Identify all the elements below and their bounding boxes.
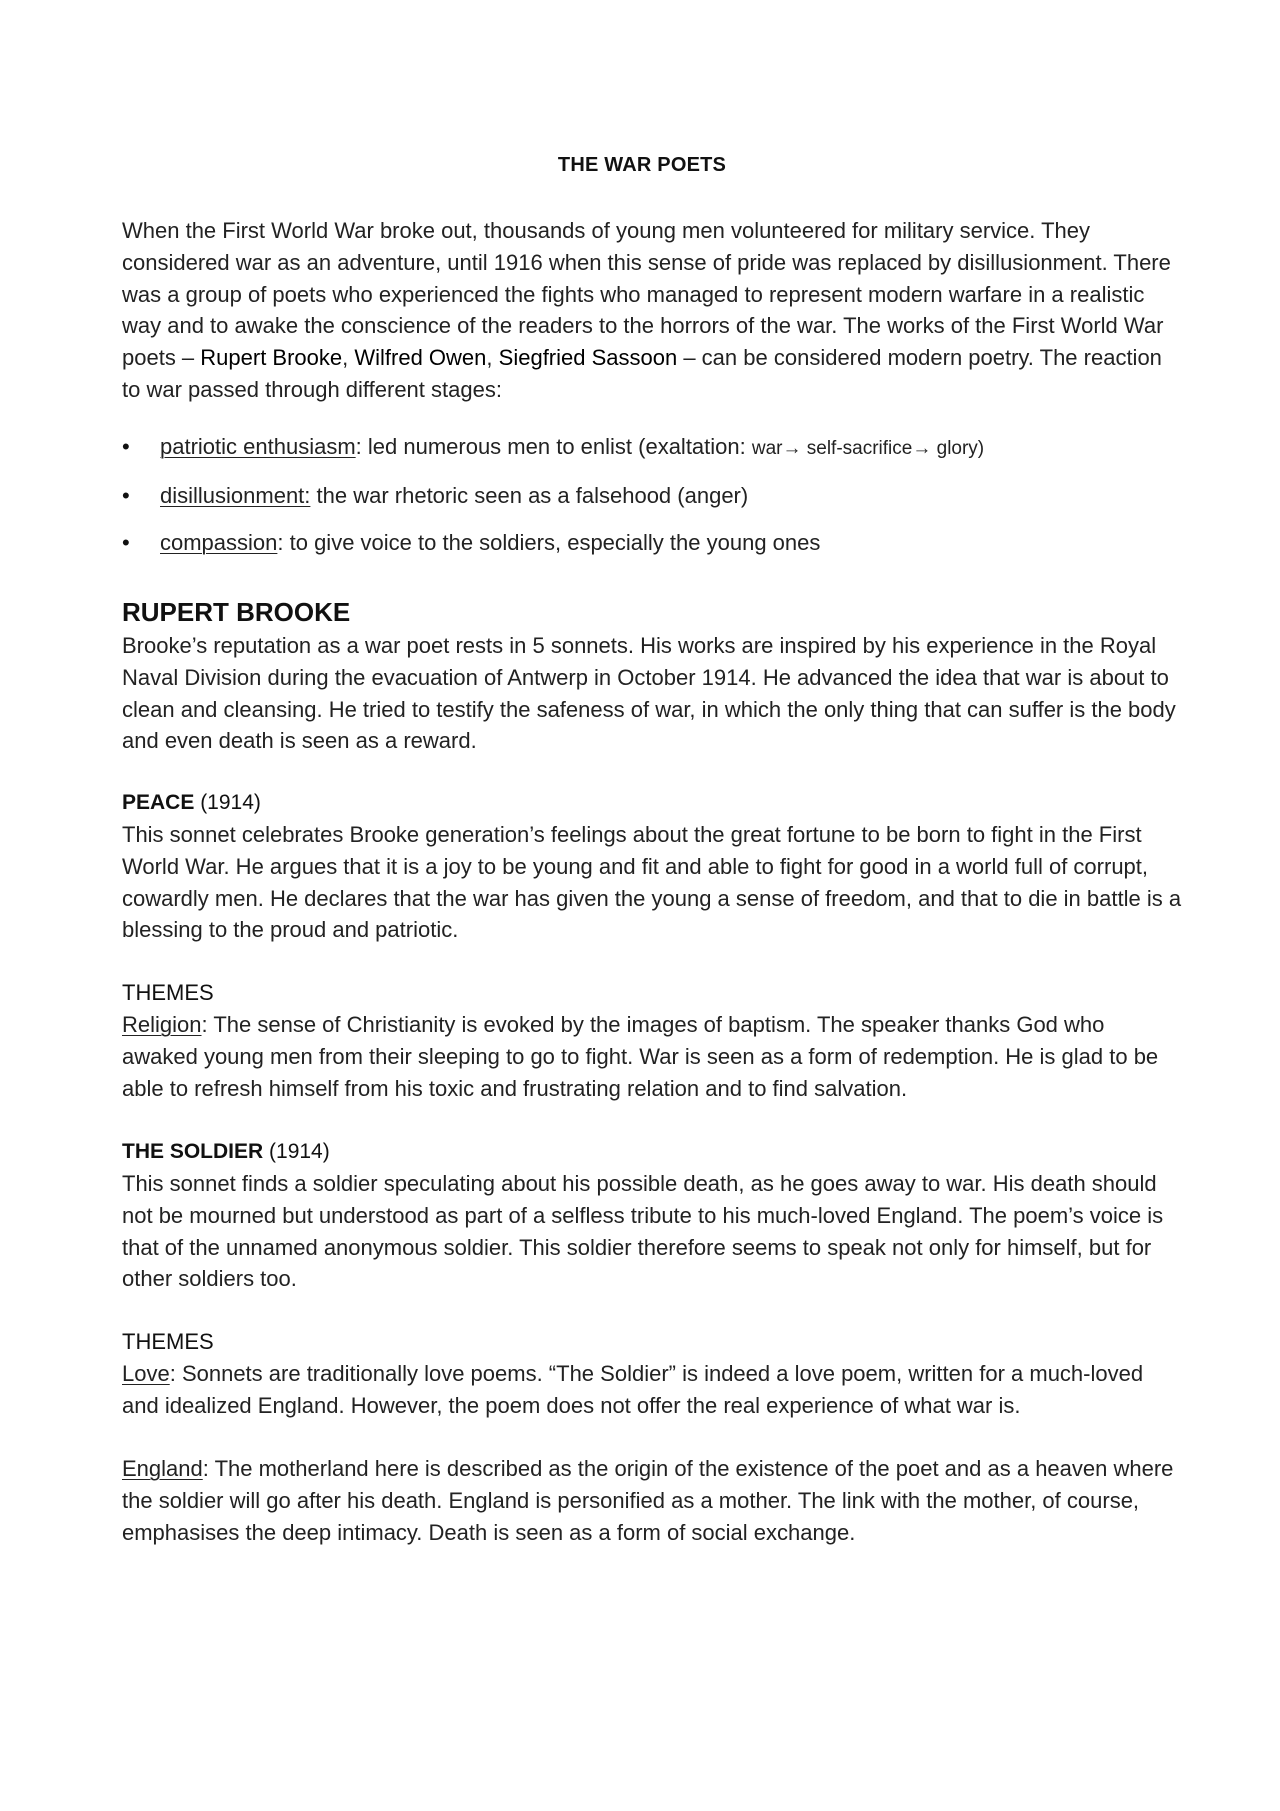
list-item-stage-2: [122, 480, 1182, 512]
theme-term: Religion: [122, 1012, 202, 1037]
themes-heading-peace: THEMES: [122, 980, 214, 1005]
poem-heading-peace: [122, 787, 261, 819]
bullet-icon: •: [122, 529, 130, 555]
poet-wilfred-owen: Wilfred Owen: [354, 345, 487, 371]
stage-text: the war rhetoric seen as a falsehood (anger): [310, 482, 749, 508]
stage-term: patriotic enthusiasm: [160, 434, 356, 459]
theme-love-paragraph: [122, 1358, 1182, 1422]
list-item-stage-3: [122, 527, 1182, 559]
stages-list: [122, 431, 1182, 573]
brooke-paragraph: Brooke’s reputation as a war poet rests in 5 sonnets. His works are inspired by his experience in the Royal Naval Division during the evacuation of Antwerp in October 1914. He advanced the idea that war is about to clean and cleansing. He tried to testify the safeness of war, in which the only thing that can suffer is the body and even death is seen as a reward.: [122, 633, 1176, 754]
intro-paragraph: [122, 215, 1182, 406]
poem-year: (1914): [263, 1140, 330, 1163]
poem-year: (1914): [194, 791, 261, 814]
theme-term: England: [122, 1456, 203, 1481]
theme-england-paragraph: [122, 1453, 1182, 1548]
poet-siegfried-sassoon: Siegfried Sassoon: [498, 345, 678, 371]
stage-term: compassion: [160, 529, 278, 555]
poet-rupert-brooke: Rupert Brooke: [200, 345, 343, 371]
theme-term: Love: [122, 1361, 170, 1386]
theme-religion-paragraph: [122, 1009, 1182, 1104]
peace-paragraph: This sonnet celebrates Brooke generation’s feelings about the great fortune to be born to fight in the First World War. He argues that it is a joy to be young and fit and able to fight for good in a world full of corrupt, cowardly men. He declares that the war has given the young a sense of freedom, and that to die in battle is a blessing to the proud and patriotic.: [122, 822, 1182, 943]
intro-separator-1: ,: [342, 345, 355, 371]
stage-text: : to give voice to the soldiers, especially the young ones: [277, 529, 821, 555]
theme-text: : The motherland here is described as the origin of the existence of the poet and as a heaven where the soldier will go after his death. England is personified as a mother. The link with the mother, of course, emphasises the deep intimacy. Death is seen as a form of social exchange.: [122, 1456, 1174, 1545]
poem-heading-the-soldier: [122, 1136, 330, 1168]
theme-text: : The sense of Christianity is evoked by the images of baptism. The speaker thanks God who awaked young men from their sleeping to go to fight. War is seen as a form of redemption. He is glad to be able to refresh himself from his toxic and frustrating relation and to find salvation.: [122, 1012, 1159, 1101]
poem-title: THE SOLDIER: [122, 1140, 264, 1163]
bullet-icon: •: [122, 434, 130, 459]
themes-heading-soldier: THEMES: [122, 1329, 214, 1354]
theme-text: : Sonnets are traditionally love poems. “The Soldier” is indeed a love poem, written for a much-loved and idealized England. However, the poem does not offer the real experience of what war is.: [122, 1361, 1144, 1418]
section-heading-rupert-brooke: RUPERT BROOKE: [122, 597, 351, 627]
intro-separator-2: ,: [486, 345, 499, 371]
bullet-icon: •: [122, 482, 130, 508]
stage-term: disillusionment:: [160, 482, 311, 508]
poem-title: PEACE: [122, 791, 195, 814]
page-title: THE WAR POETS: [557, 154, 727, 176]
list-item-stage-1: [122, 431, 1182, 465]
stage-text: : led numerous men to enlist (exaltation:: [355, 434, 752, 459]
stage-note: war→ self-sacrifice→ glory): [751, 438, 985, 459]
soldier-paragraph: This sonnet finds a soldier speculating about his possible death, as he goes away to war. His death should not be mourned but understood as part of a selfless tribute to his much-loved England. The poem’s voice is that of the unnamed anonymous soldier. This soldier therefore seems to speak not only for himself, but for other soldiers too.: [122, 1171, 1164, 1292]
intro-text-2: – can be considered modern poetry. The reaction to war passed through different stages:: [122, 345, 1162, 402]
intro-text-1: When the First World War broke out, thousands of young men volunteered for military service. They considered war as an adventure, until 1916 when this sense of pride was replaced by disillusionment. There was a group of poets who experienced the fights who managed to represent modern warfare in a realistic way and to awake the conscience of the readers to the horrors of the war. The works of the First World War poets –: [122, 218, 1171, 371]
